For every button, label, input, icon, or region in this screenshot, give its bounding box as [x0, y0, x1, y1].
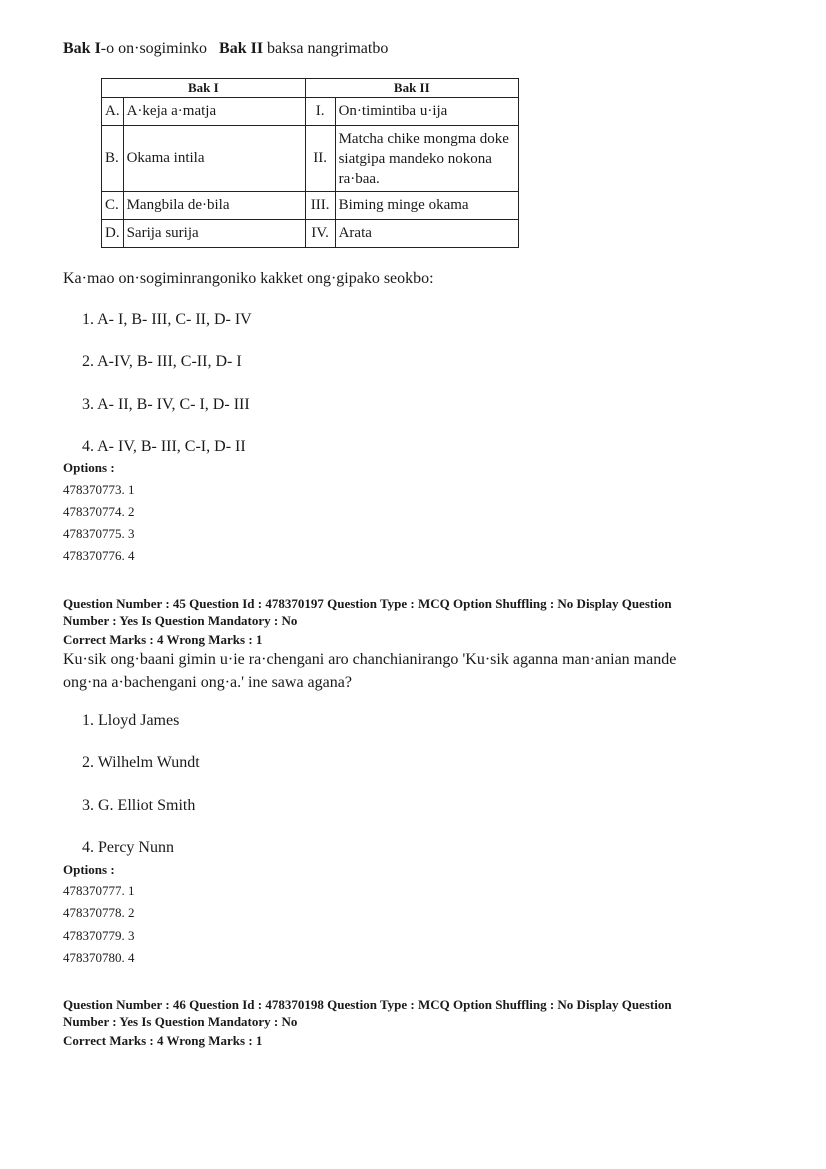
row-value-left: Okama intila [123, 126, 305, 192]
table-header-col1: Bak I [102, 79, 306, 98]
meta-line-3: Correct Marks : 4 Wrong Marks : 1 [63, 1033, 263, 1048]
instruction-text-1: -o on·sogiminko [100, 40, 208, 57]
match-instruction [63, 40, 388, 58]
row-key-right: IV. [305, 220, 335, 248]
choice-2: 2. Wilhelm Wundt [82, 754, 200, 771]
row-value-left: Sarija surija [123, 220, 305, 248]
table-row [102, 192, 519, 220]
table-header-col2: Bak II [305, 79, 518, 98]
col2-ref: Bak II [219, 40, 264, 57]
choice-4: 4. Percy Nunn [82, 839, 174, 856]
meta-line-1: Question Number : 45 Question Id : 478370197 Question Type : MCQ Option Shuffling : No Display Question [63, 596, 672, 611]
choice-3: 3. A- II, B- IV, C- I, D- III [82, 396, 250, 413]
row-key-right: III. [305, 192, 335, 220]
match-table [101, 78, 519, 248]
row-key-left: D. [102, 220, 124, 248]
instruction-text-2: baksa nangrimatbo [267, 40, 389, 57]
choice-1: 1. A- I, B- III, C- II, D- IV [82, 311, 252, 328]
option-id: 478370780. 4 [63, 950, 135, 965]
option-id: 478370775. 3 [63, 526, 135, 541]
choice-4: 4. A- IV, B- III, C-I, D- II [82, 438, 246, 455]
options-label: Options : [63, 460, 115, 475]
meta-line-1: Question Number : 46 Question Id : 478370198 Question Type : MCQ Option Shuffling : No Display Question [63, 997, 672, 1012]
table-row [102, 126, 519, 192]
meta-line-2: Number : Yes Is Question Mandatory : No [63, 1014, 298, 1029]
row-key-left: A. [102, 98, 124, 126]
row-key-left: B. [102, 126, 124, 192]
row-value-right: Biming minge okama [335, 192, 518, 220]
row-value-right: Arata [335, 220, 518, 248]
choice-2: 2. A-IV, B- III, C-II, D- I [82, 353, 242, 370]
question-meta [63, 595, 783, 648]
table-row [102, 220, 519, 248]
choice-3: 3. G. Elliot Smith [82, 797, 196, 814]
options-label: Options : [63, 862, 115, 877]
option-id: 478370774. 2 [63, 504, 135, 519]
row-key-right: I. [305, 98, 335, 126]
question-text-line-2: ong·na a·bachengani ong·a.' ine sawa agana? [63, 674, 352, 691]
question-text-line-1: Ku·sik ong·baani gimin u·ie ra·chengani aro chanchianirango 'Ku·sik aganna man·anian mande [63, 651, 677, 668]
table-row [102, 98, 519, 126]
choice-1: 1. Lloyd James [82, 712, 180, 729]
row-value-right: Matcha chike mongma doke siatgipa mandeko nokona ra·baa. [335, 126, 518, 192]
row-key-left: C. [102, 192, 124, 220]
option-id: 478370773. 1 [63, 482, 135, 497]
row-value-left: A·keja a·matja [123, 98, 305, 126]
row-value-right: On·timintiba u·ija [335, 98, 518, 126]
option-id: 478370777. 1 [63, 883, 135, 898]
question-text: Ka·mao on·sogiminrangoniko kakket ong·gipako seokbo: [63, 270, 434, 287]
row-key-right: II. [305, 126, 335, 192]
option-id: 478370776. 4 [63, 548, 135, 563]
option-id: 478370779. 3 [63, 928, 135, 943]
row-value-left: Mangbila de·bila [123, 192, 305, 220]
col1-ref: Bak I [63, 40, 101, 57]
option-id: 478370778. 2 [63, 905, 135, 920]
question-meta [63, 996, 783, 1049]
meta-line-2: Number : Yes Is Question Mandatory : No [63, 613, 298, 628]
meta-line-3: Correct Marks : 4 Wrong Marks : 1 [63, 632, 263, 647]
